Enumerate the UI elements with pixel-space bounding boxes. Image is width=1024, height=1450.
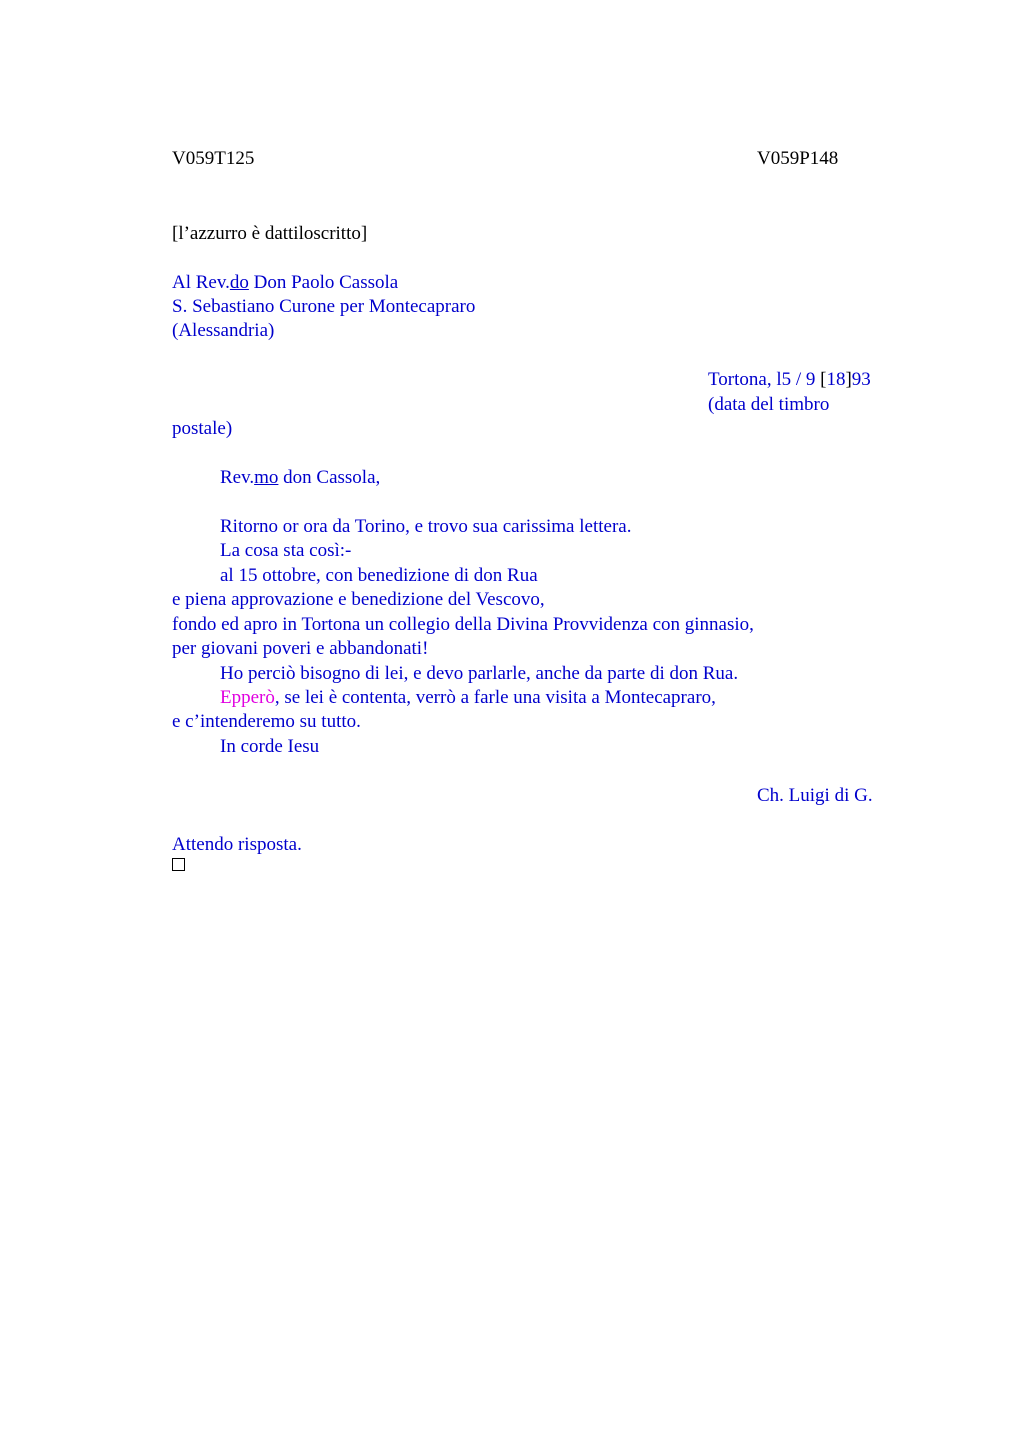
date-century: 18 — [826, 369, 846, 390]
date-note-line-1: (data del timbro — [708, 394, 830, 415]
salutation — [220, 468, 380, 487]
address-line-2: S. Sebastiano Curone per Montecapraro — [172, 296, 476, 317]
address-line-3: (Alessandria) — [172, 320, 275, 341]
body-line-4: e piena approvazione e benedizione del Vescovo, — [172, 589, 545, 610]
address-prefix: Al Rev. — [172, 272, 230, 293]
signature: Ch. Luigi di G. — [757, 785, 873, 806]
body-line-1: Ritorno or ora da Torino, e trovo sua carissima lettera. — [220, 516, 632, 537]
highlighted-word: Epperò — [220, 687, 275, 708]
date-line — [708, 370, 871, 389]
date-note-line-2: postale) — [172, 418, 233, 439]
date-bracket-close: ] — [845, 369, 852, 390]
body-line-8-rest: , se lei è contenta, verrò a farle una visita a Montecapraro, — [274, 687, 716, 708]
body-line-2: La cosa sta così:- — [220, 540, 352, 561]
salutation-prefix: Rev. — [220, 467, 255, 488]
postscript: Attendo risposta. — [172, 834, 302, 855]
body-line-9: e c’intenderemo su tutto. — [172, 711, 361, 732]
body-line-6: per giovani poveri e abbandonati! — [172, 638, 429, 659]
end-square-icon — [172, 858, 185, 871]
closing-line: In corde Iesu — [220, 736, 320, 757]
body-line-8 — [220, 688, 716, 707]
address-abbrev: do — [229, 272, 249, 293]
document-code-right: V059P148 — [757, 148, 839, 169]
date-year: 93 — [851, 369, 871, 390]
editorial-note — [172, 224, 367, 243]
salutation-abbrev: mo — [254, 467, 279, 488]
address-line-1 — [172, 273, 398, 292]
body-line-7: Ho perciò bisogno di lei, e devo parlarle, anche da parte di don Rua. — [220, 663, 739, 684]
body-line-5: fondo ed apro in Tortona un collegio della Divina Provvidenza con ginnasio, — [172, 614, 754, 635]
document-code-left: V059T125 — [172, 148, 255, 169]
salutation-name: don Cassola, — [278, 467, 381, 488]
editorial-note-text: [l’azzurro è dattiloscritto] — [172, 223, 368, 244]
address-name: Don Paolo Cassola — [248, 272, 399, 293]
body-line-3: al 15 ottobre, con benedizione di don Rua — [220, 565, 538, 586]
date-text: Tortona, l5 / 9 — [708, 369, 821, 390]
date-bracket-open: [ — [820, 369, 827, 390]
